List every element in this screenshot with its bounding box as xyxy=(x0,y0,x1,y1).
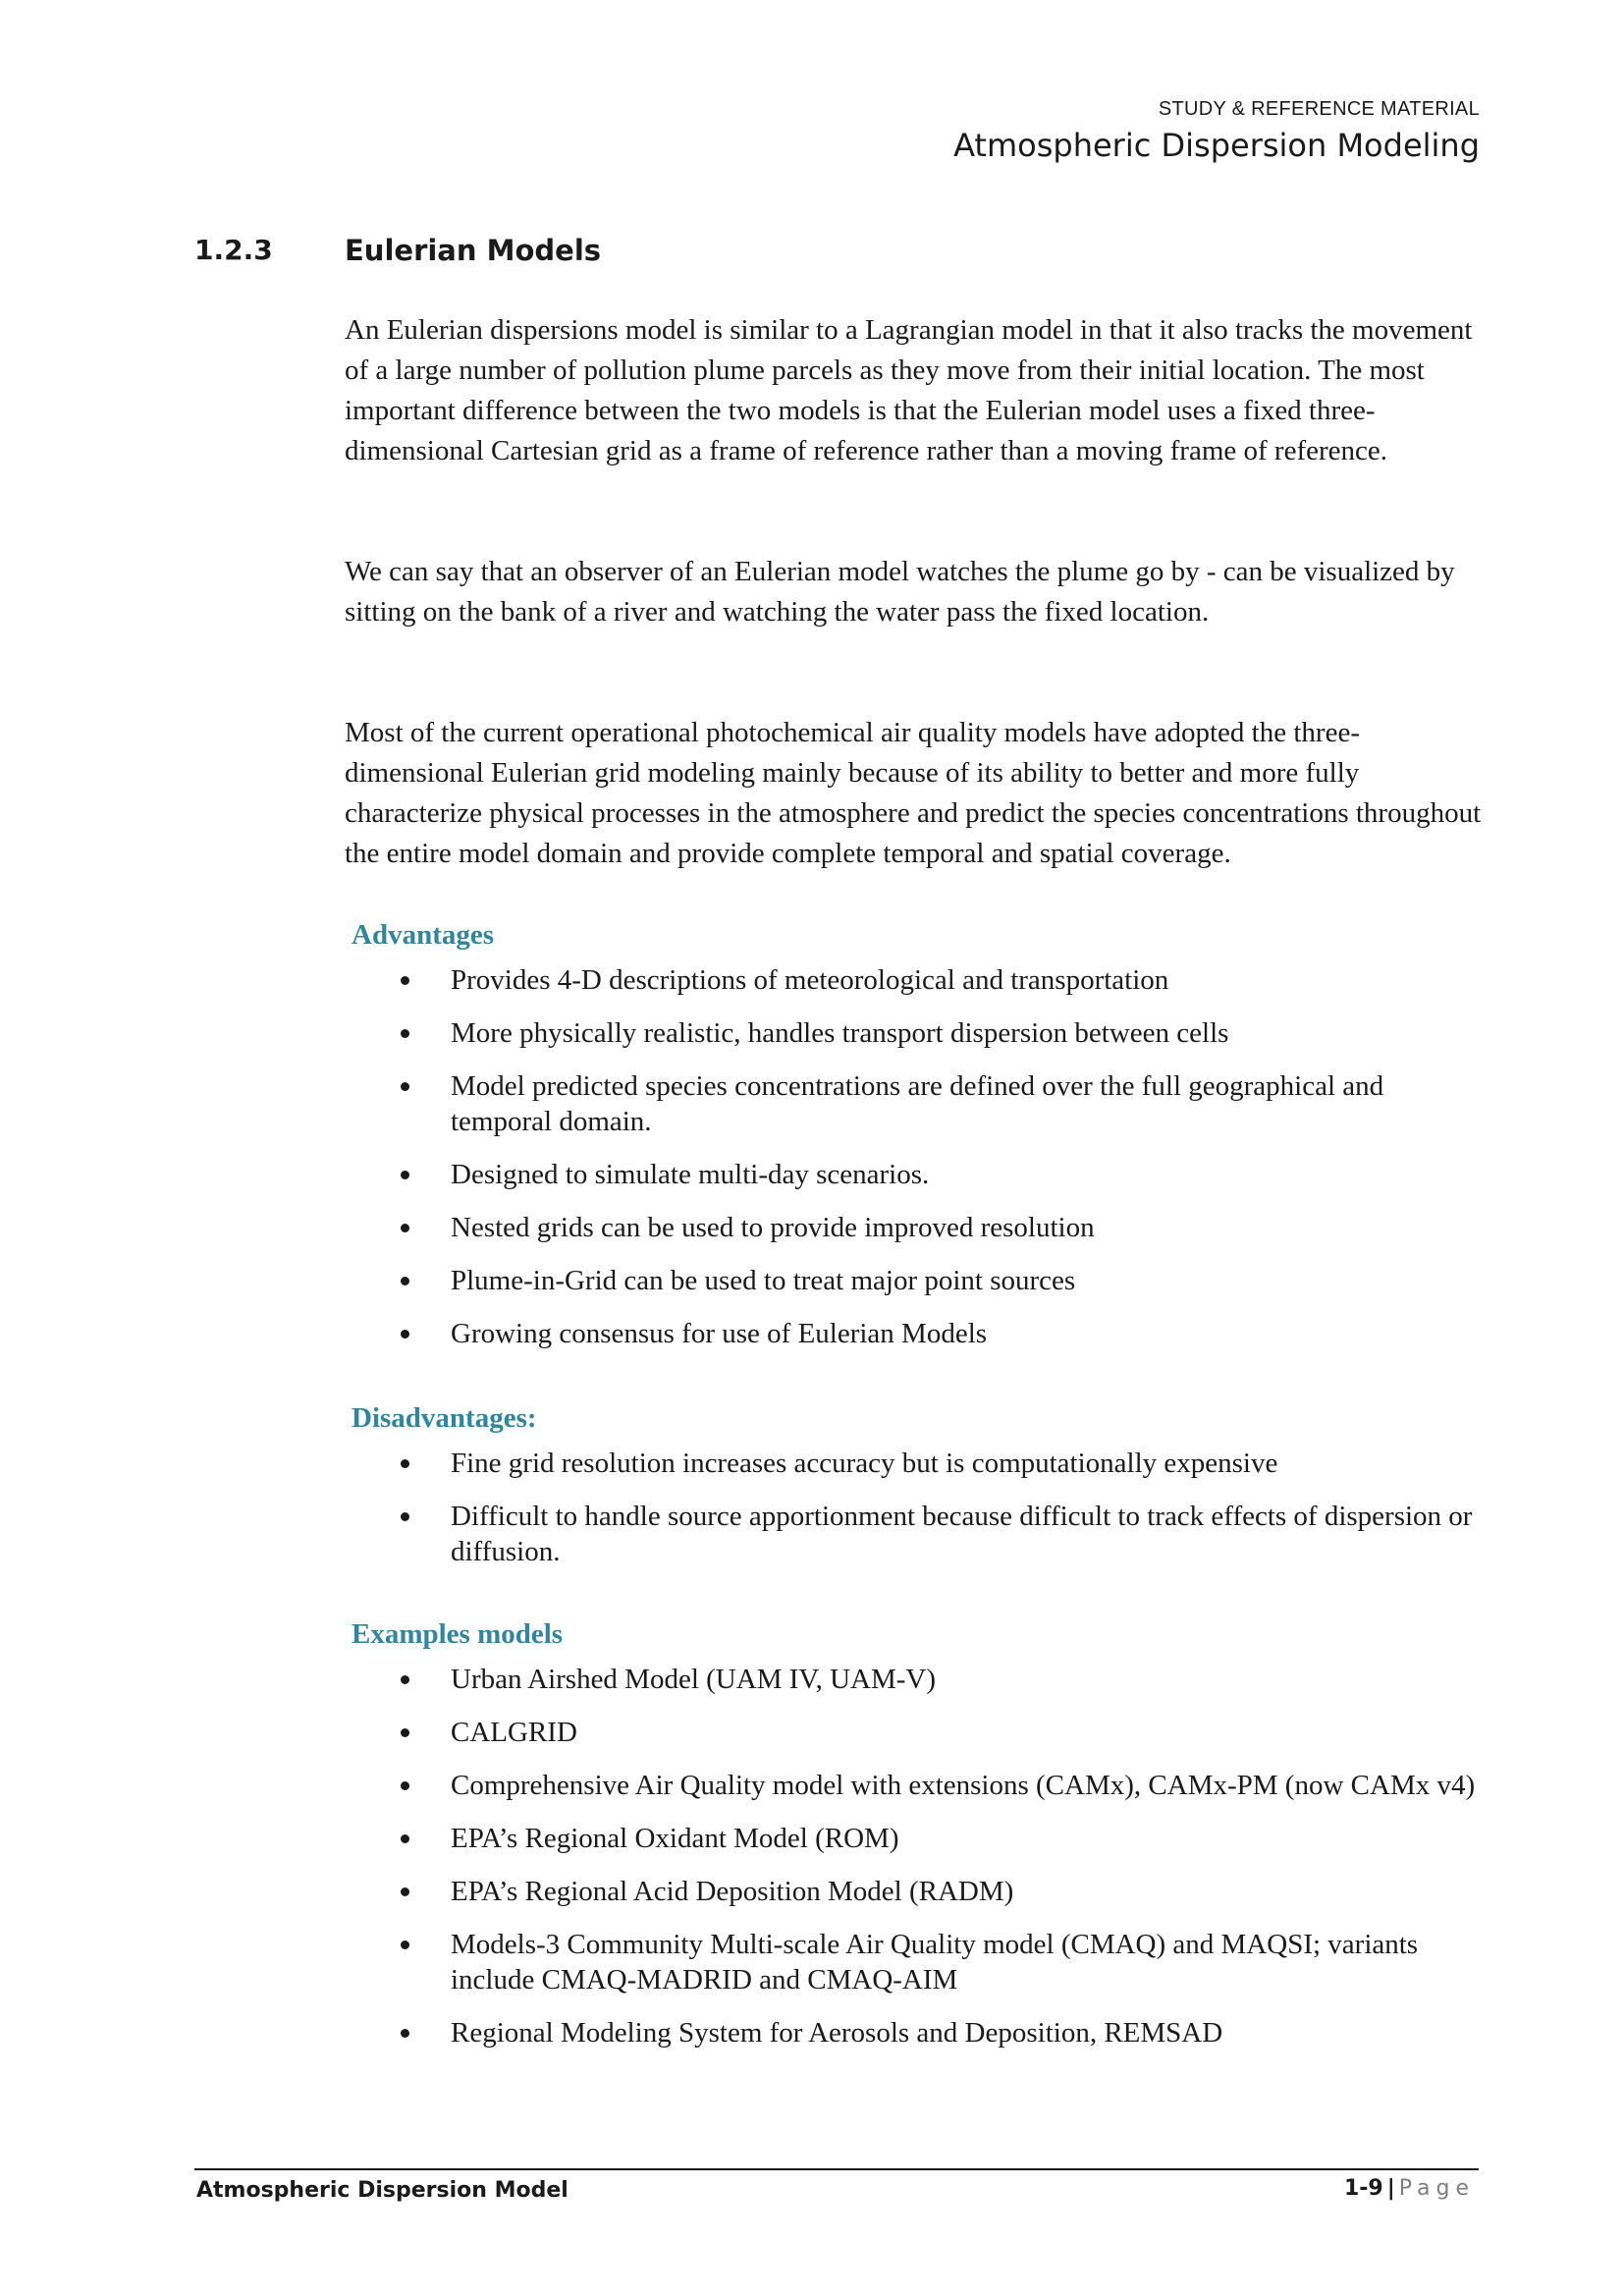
list-item xyxy=(345,1499,1484,1569)
bullet-icon xyxy=(401,976,409,985)
list-item-text: EPA’s Regional Oxidant Model (ROM) xyxy=(451,1823,899,1854)
bullet-icon xyxy=(401,1675,409,1684)
bullet-icon xyxy=(401,1512,409,1521)
paragraph-intro: An Eulerian dispersions model is similar to a Lagrangian model in that it also tracks the movement of a large number of pollution plume parcels as they move from their initial location. The most important difference between the two models is that the Eulerian model uses a fixed three-dimensional Cartesian grid as a frame of reference rather than a moving frame of reference. xyxy=(345,314,1473,466)
list-item-text: Nested grids can be used to provide improved resolution xyxy=(451,1212,1095,1243)
list-item xyxy=(345,1715,1484,1750)
footer-divider xyxy=(194,2168,1479,2170)
disadvantages-heading: Disadvantages: xyxy=(352,1402,537,1434)
list-item xyxy=(345,1263,1484,1298)
advantages-heading: Advantages xyxy=(352,919,495,951)
list-item xyxy=(345,1927,1484,1997)
bullet-icon xyxy=(401,1781,409,1790)
page-indicator xyxy=(1344,2176,1475,2201)
list-item xyxy=(345,962,1484,998)
advantages-list xyxy=(345,962,1484,1369)
list-item xyxy=(345,1210,1484,1245)
list-item-text: Plume-in-Grid can be used to treat major point sources xyxy=(451,1265,1076,1296)
bullet-icon xyxy=(401,1941,409,1949)
list-item-text: Urban Airshed Model (UAM IV, UAM-V) xyxy=(451,1664,937,1695)
list-item xyxy=(345,1446,1484,1481)
examples-heading: Examples models xyxy=(352,1618,564,1650)
header-title: Atmospheric Dispersion Modeling xyxy=(953,127,1480,164)
bullet-icon xyxy=(401,1224,409,1232)
section-title: Eulerian Models xyxy=(345,234,602,267)
list-item-text: Difficult to handle source apportionment because difficult to track effects of dispersion or diffusion. xyxy=(451,1501,1473,1567)
header-label: STUDY & REFERENCE MATERIAL xyxy=(1158,98,1480,120)
list-item-text: Designed to simulate multi-day scenarios. xyxy=(451,1159,930,1190)
bullet-icon xyxy=(401,1834,409,1843)
examples-list xyxy=(345,1662,1484,2068)
bullet-icon xyxy=(401,2029,409,2038)
list-item xyxy=(345,1316,1484,1351)
section-number: 1.2.3 xyxy=(194,234,273,266)
list-item-text: Growing consensus for use of Eulerian Models xyxy=(451,1318,988,1349)
list-item-text: Model predicted species concentrations are defined over the full geographical and temporal domain. xyxy=(451,1070,1384,1137)
list-item-text: Regional Modeling System for Aerosols and Deposition, REMSAD xyxy=(451,2017,1223,2049)
list-item xyxy=(345,1768,1484,1803)
list-item xyxy=(345,1157,1484,1192)
bullet-icon xyxy=(401,1330,409,1339)
list-item xyxy=(345,1015,1484,1051)
bullet-icon xyxy=(401,1171,409,1179)
list-item xyxy=(345,1662,1484,1697)
paragraph-operational: Most of the current operational photochemical air quality models have adopted the three-dimensional Eulerian grid modeling mainly because of its ability to better and more fully characterize physical processes in the atmosphere and predict the species concentrations throughout the entire model domain and provide complete temporal and spatial coverage. xyxy=(345,717,1482,869)
list-item-text: Models-3 Community Multi-scale Air Quality model (CMAQ) and MAQSI; variants include CMAQ-MADRID and CMAQ-AIM xyxy=(451,1929,1419,1995)
list-item-text: EPA’s Regional Acid Deposition Model (RADM) xyxy=(451,1876,1014,1907)
bullet-icon xyxy=(401,1082,409,1091)
page-number: 1-9 xyxy=(1343,2176,1383,2201)
bullet-icon xyxy=(401,1459,409,1468)
list-item-text: More physically realistic, handles transport dispersion between cells xyxy=(451,1017,1229,1049)
bullet-icon xyxy=(401,1887,409,1896)
paragraph-observer: We can say that an observer of an Eulerian model watches the plume go by - can be visualized by sitting on the bank of a river and watching the water pass the fixed location. xyxy=(345,556,1455,628)
list-item-text: Fine grid resolution increases accuracy but is computationally expensive xyxy=(451,1448,1278,1479)
footer-title: Atmospheric Dispersion Model xyxy=(196,2178,568,2203)
bullet-icon xyxy=(401,1728,409,1737)
bullet-icon xyxy=(401,1277,409,1285)
list-item xyxy=(345,1821,1484,1856)
page-separator: | xyxy=(1386,2176,1395,2201)
disadvantages-list xyxy=(345,1446,1484,1587)
list-item-text: Provides 4-D descriptions of meteorological and transportation xyxy=(451,964,1169,996)
list-item-text: Comprehensive Air Quality model with extensions (CAMx), CAMx-PM (now CAMx v4) xyxy=(451,1770,1476,1801)
list-item xyxy=(345,1068,1484,1139)
list-item xyxy=(345,2015,1484,2050)
bullet-icon xyxy=(401,1029,409,1038)
list-item-text: CALGRID xyxy=(451,1717,577,1748)
page-header xyxy=(953,98,1480,164)
list-item xyxy=(345,1874,1484,1909)
page-word: Page xyxy=(1398,2176,1475,2201)
